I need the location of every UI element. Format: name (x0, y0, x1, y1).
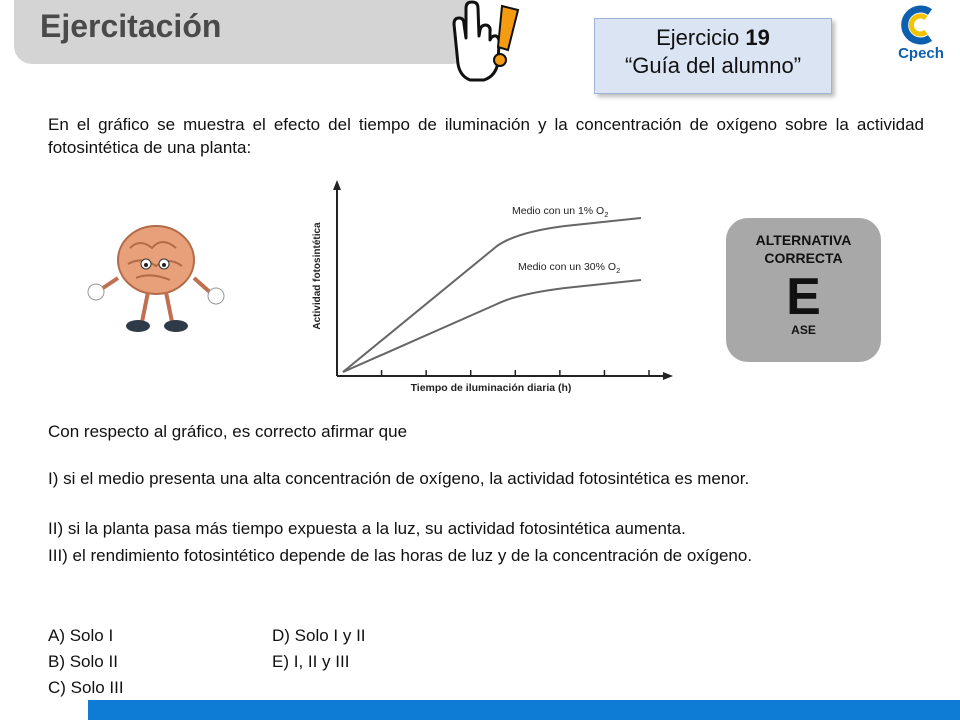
series-line-30pct-o2 (343, 280, 641, 372)
question-intro: En el gráfico se muestra el efecto del tiempo de iluminación y la concentración de oxígeno sobre la actividad fotosintética de una planta: (48, 115, 924, 157)
answer-heading (726, 231, 881, 267)
answer-letter: E (786, 268, 821, 326)
logo-text: Cpech (898, 45, 944, 62)
series-label-1pct-o2: Medio con un 1% $O_2$ (512, 205, 609, 219)
exercise-number: 19 (745, 25, 770, 50)
cpech-logo (890, 4, 952, 62)
series-label-30pct-o2: Medio con un 30% $O_2$ (518, 261, 621, 275)
option-d: D) Solo I y II (272, 626, 366, 645)
statement-3: III) el rendimiento fotosintético depende de las horas de luz y de la concentración de oxígeno. (48, 546, 753, 565)
option-b: B) Solo II (48, 652, 118, 671)
correct-answer-box (726, 218, 881, 362)
exercise-prefix: Ejercicio (656, 25, 746, 50)
statement-1: I) si el medio presenta una alta concentración de oxígeno, la actividad fotosintética es menor. (48, 469, 750, 488)
question-stem: Con respecto al gráfico, es correcto afirmar que (48, 422, 408, 441)
chart-axes (333, 180, 673, 380)
option-e: E) I, II y III (272, 652, 350, 671)
answer-heading-line2: CORRECTA (764, 250, 843, 266)
page-title: Ejercitación (40, 8, 222, 44)
answer-heading-line1: ALTERNATIVA (755, 232, 852, 248)
exercise-guide-label: “Guía del alumno” (624, 53, 802, 78)
option-a: A) Solo I (48, 626, 114, 645)
pointing-hand-exclamation-icon (444, 0, 522, 86)
answer-code: ASE (791, 323, 816, 337)
x-axis-label: Tiempo de iluminación diaria (h) (410, 382, 572, 394)
footer-bar (88, 700, 960, 720)
option-c: C) Solo III (48, 678, 124, 697)
series-line-1pct-o2 (343, 218, 641, 372)
statement-2: II) si la planta pasa más tiempo expuesta a la luz, su actividad fotosintética aumenta. (48, 519, 686, 538)
brain-mascot-illustration (80, 218, 230, 348)
exercise-number-line (595, 25, 831, 51)
y-axis-label: Actividad fotosintética (312, 222, 323, 330)
photosynthesis-chart (305, 176, 675, 398)
exercise-label-box (594, 18, 832, 94)
